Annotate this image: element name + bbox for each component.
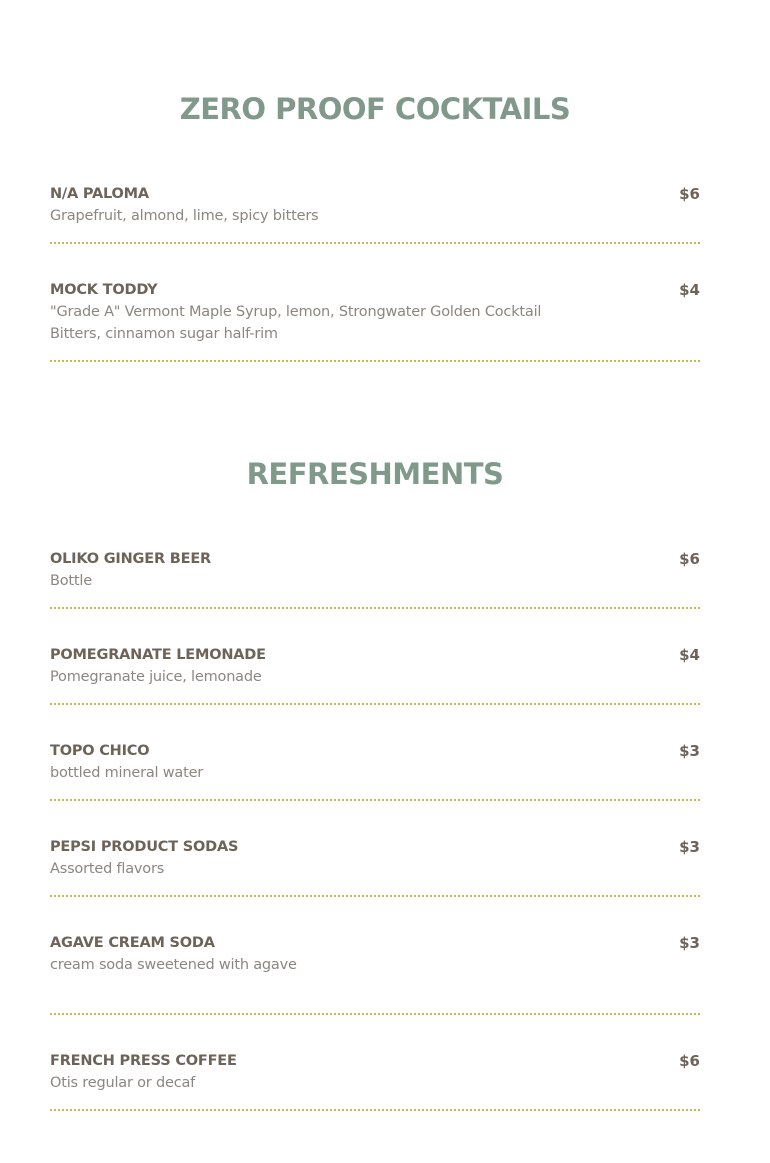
menu-item-name: FRENCH PRESS COFFEE xyxy=(50,1053,237,1069)
divider xyxy=(50,1109,700,1111)
divider xyxy=(50,360,700,362)
menu-item-name: MOCK TODDY xyxy=(50,282,158,298)
menu-item xyxy=(50,644,700,688)
divider xyxy=(50,242,700,244)
menu-item xyxy=(50,1050,700,1094)
menu-item-name: PEPSI PRODUCT SODAS xyxy=(50,839,239,855)
menu-item-description: bottled mineral water xyxy=(50,765,204,781)
menu-item-description: "Grade A" Vermont Maple Syrup, lemon, Strongwater Golden Cocktail Bitters, cinnamon sugar half-rim xyxy=(50,304,542,342)
divider xyxy=(50,703,700,705)
menu-item-name: POMEGRANATE LEMONADE xyxy=(50,647,266,663)
menu-item-description: cream soda sweetened with agave xyxy=(50,957,297,973)
menu-item-price: $6 xyxy=(679,185,700,203)
menu-item-description: Pomegranate juice, lemonade xyxy=(50,669,262,685)
menu-item-description: Bottle xyxy=(50,573,92,589)
menu-item-name: AGAVE CREAM SODA xyxy=(50,935,215,951)
menu-item-price: $4 xyxy=(679,281,700,299)
divider xyxy=(50,799,700,801)
menu-item xyxy=(50,836,700,880)
menu-item-price: $3 xyxy=(679,934,700,952)
divider xyxy=(50,895,700,897)
divider xyxy=(50,1013,700,1015)
section-title-refreshments: REFRESHMENTS xyxy=(246,457,504,491)
divider xyxy=(50,607,700,609)
menu-item-description: Assorted flavors xyxy=(50,861,165,877)
menu-item xyxy=(50,279,700,345)
menu-item-price: $4 xyxy=(679,646,700,664)
menu-item-name: OLIKO GINGER BEER xyxy=(50,551,211,567)
section-title-zero-proof-cocktails: ZERO PROOF COCKTAILS xyxy=(179,92,571,126)
menu-item xyxy=(50,183,700,227)
menu-item-price: $6 xyxy=(679,550,700,568)
menu-item xyxy=(50,740,700,784)
menu-item xyxy=(50,932,700,976)
menu-item xyxy=(50,548,700,592)
menu-item-price: $6 xyxy=(679,1052,700,1070)
menu-item-price: $3 xyxy=(679,838,700,856)
menu-item-description: Grapefruit, almond, lime, spicy bitters xyxy=(50,208,319,224)
menu-item-description: Otis regular or decaf xyxy=(50,1075,196,1091)
menu-item-price: $3 xyxy=(679,742,700,760)
menu-item-name: TOPO CHICO xyxy=(50,743,150,759)
menu-item-name: N/A PALOMA xyxy=(50,186,149,202)
